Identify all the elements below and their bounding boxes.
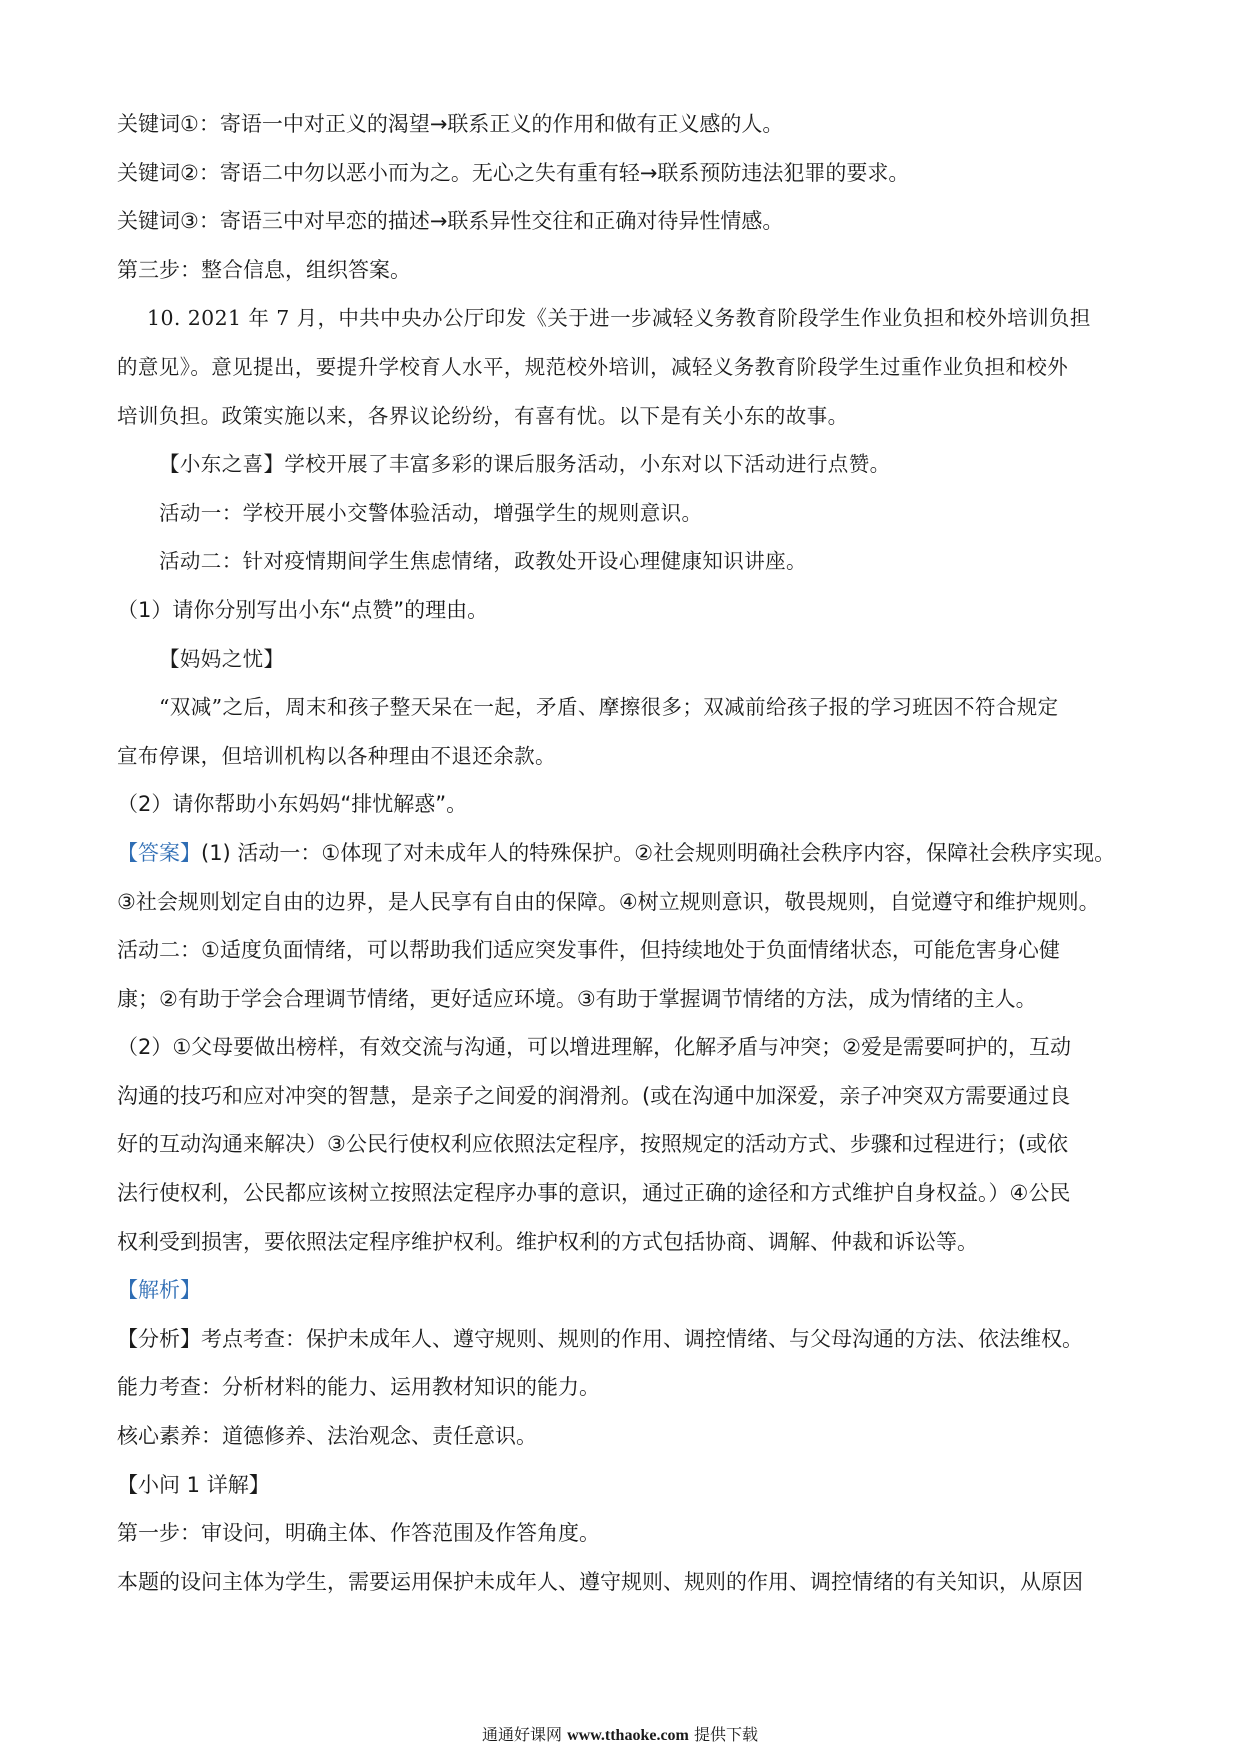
answer-line-9: 权利受到损害，要依照法定程序维护权利。维护权利的方式包括协商、调解、仲裁和诉讼等。 <box>117 1229 978 1254</box>
step-1-line-2: 本题的设问主体为学生，需要运用保护未成年人、遵守规则、规则的作用、调控情绪的有关知识，从原因 <box>117 1569 1083 1594</box>
page-footer <box>0 1722 1240 1745</box>
answer-line-6: 沟通的技巧和应对冲突的智慧，是亲子之间爱的润滑剂。(或在沟通中加深爱，亲子冲突双方需要通过良 <box>117 1083 1071 1108</box>
subquestion-1-line: （1）请你分别写出小东“点赞”的理由。 <box>117 597 489 622</box>
question-10-line-2: 的意见》。意见提出，要提升学校育人水平，规范校外培训，减轻义务教育阶段学生过重作业负担和校外 <box>117 354 1069 379</box>
analysis-tag: 【解析】 <box>117 1278 201 1303</box>
footer-suffix: 提供下载 <box>693 1725 758 1744</box>
answer-line-7: 好的互动沟通来解决）③公民行使权利应依照法定程序，按照规定的活动方式、步骤和过程进行；(或依 <box>117 1132 1069 1157</box>
mother-worry-line-1: “双减”之后，周末和孩子整天呆在一起，矛盾、摩擦很多；双减前给孩子报的学习班因不符合规定 <box>159 695 1059 720</box>
footer-prefix: 通通好课网 <box>482 1725 563 1744</box>
answer-line-1-text: (1) 活动一：①体现了对未成年人的特殊保护。②社会规则明确社会秩序内容，保障社会秩序实现。 <box>201 840 1116 865</box>
mother-worry-title: 【妈妈之忧】 <box>159 646 285 671</box>
mother-worry-line-2: 宣布停课，但培训机构以各种理由不退还余款。 <box>117 743 556 768</box>
document-body <box>117 100 1127 1606</box>
analysis-line-3: 核心素养：道德修养、法治观念、责任意识。 <box>117 1424 537 1449</box>
answer-line-4: 康；②有助于学会合理调节情绪，更好适应环境。③有助于掌握调节情绪的方法，成为情绪的主人。 <box>117 986 1037 1011</box>
analysis-line-1: 【分析】考点考查：保护未成年人、遵守规则、规则的作用、调控情绪、与父母沟通的方法、依法维权。 <box>117 1326 1083 1351</box>
keyword-2-line: 关键词②：寄语二中勿以恶小而为之。无心之失有重有轻→联系预防违法犯罪的要求。 <box>117 160 910 185</box>
activity-1-line: 活动一：学校开展小交警体验活动，增强学生的规则意识。 <box>159 500 703 525</box>
answer-line-5: （2）①父母要做出榜样，有效交流与沟通，可以增进理解，化解矛盾与冲突；②爱是需要呵护的，互动 <box>117 1035 1072 1060</box>
footer-site-link[interactable]: www.tthaoke.com <box>567 1727 689 1744</box>
answer-line-3: 活动二：①适度负面情绪，可以帮助我们适应突发事件，但持续地处于负面情绪状态，可能危害身心健 <box>117 938 1060 963</box>
detail-title: 【小问 1 详解】 <box>117 1472 270 1497</box>
keyword-1-line: 关键词①：寄语一中对正义的渴望→联系正义的作用和做有正义感的人。 <box>117 112 784 136</box>
answer-line-1 <box>117 829 1127 878</box>
xiaodong-joy-line: 【小东之喜】学校开展了丰富多彩的课后服务活动，小东对以下活动进行点赞。 <box>159 452 891 477</box>
answer-tag: 【答案】 <box>117 840 201 865</box>
activity-2-line: 活动二：针对疫情期间学生焦虑情绪，政教处开设心理健康知识讲座。 <box>159 549 807 574</box>
step-3-line: 第三步：整合信息，组织答案。 <box>117 257 411 282</box>
keyword-3-line: 关键词③：寄语三中对早恋的描述→联系异性交往和正确对待异性情感。 <box>117 209 784 234</box>
step-1-line: 第一步：审设问，明确主体、作答范围及作答角度。 <box>117 1521 600 1546</box>
question-10-line-1: 10. 2021 年 7 月，中共中央办公厅印发《关于进一步减轻义务教育阶段学生作业负担和校外培训负担 <box>147 306 1091 331</box>
answer-line-2: ③社会规则划定自由的边界，是人民享有自由的保障。④树立规则意识，敬畏规则，自觉遵守和维护规则。 <box>117 889 1100 914</box>
answer-line-8: 法行使权利，公民都应该树立按照法定程序办事的意识，通过正确的途径和方式维护自身权益。）④公民 <box>117 1181 1071 1206</box>
question-10-line-3: 培训负担。政策实施以来，各界议论纷纷，有喜有忧。以下是有关小东的故事。 <box>117 403 849 428</box>
analysis-line-2: 能力考查：分析材料的能力、运用教材知识的能力。 <box>117 1375 600 1400</box>
subquestion-2-line: （2）请你帮助小东妈妈“排忧解惑”。 <box>117 792 468 817</box>
